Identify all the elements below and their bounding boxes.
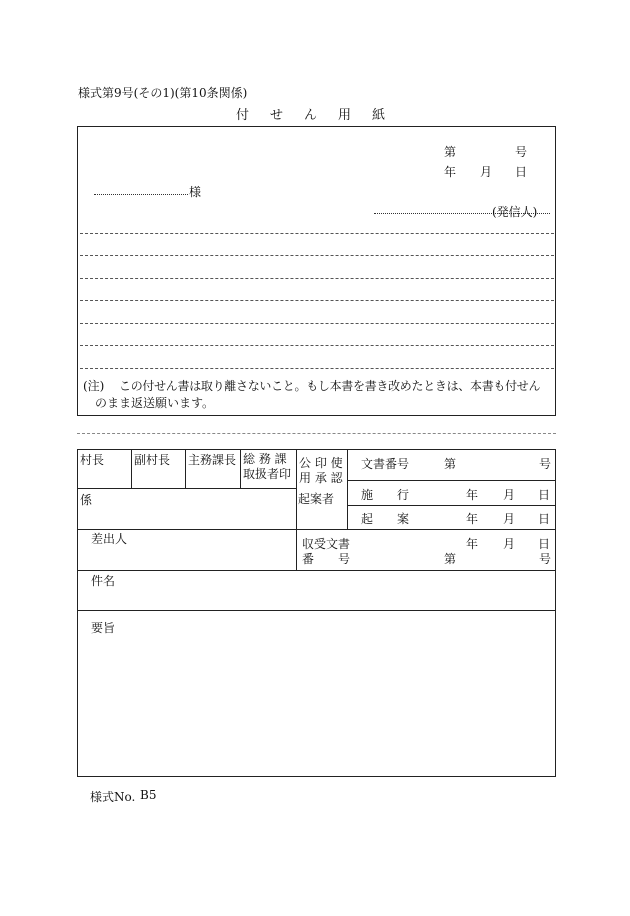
writing-line — [80, 300, 554, 301]
slip-number-suffix: 号 — [515, 145, 528, 159]
form-no-value: B5 — [140, 788, 157, 802]
received-prefix: 第 — [444, 552, 457, 566]
summary-label: 要旨 — [91, 621, 116, 635]
received-label-2: 番 号 — [302, 552, 351, 566]
form-label: 様式第9号(その1)(第10条関係) — [78, 86, 248, 100]
slip-number-prefix: 第 — [444, 145, 457, 159]
slip-date-day: 日 — [515, 165, 528, 179]
seal-approval-2: 用 承 認 — [299, 471, 343, 485]
approver-village-chief: 村長 — [80, 453, 105, 467]
enforce-year: 年 — [466, 488, 479, 502]
note-line-2: のまま返送願います。 — [95, 396, 215, 410]
draft-year: 年 — [466, 512, 479, 526]
writing-line — [80, 255, 554, 256]
writing-line — [80, 323, 554, 324]
form-no-label: 様式No. — [90, 790, 136, 804]
slip-date-year: 年 — [444, 165, 457, 179]
draft-month: 月 — [503, 512, 516, 526]
received-suffix: 号 — [539, 552, 552, 566]
clerk-label: 係 — [80, 493, 93, 507]
doc-number-suffix: 号 — [539, 457, 552, 471]
writing-line — [80, 233, 554, 234]
sender-label: (発信人) — [492, 205, 538, 219]
received-day: 日 — [538, 537, 551, 551]
approver-section-chief: 主務課長 — [188, 453, 237, 467]
slip-date-month: 月 — [480, 165, 493, 179]
addressee-suffix: 様 — [189, 185, 202, 199]
draft-label: 起 案 — [361, 512, 410, 526]
drafter-label: 起案者 — [298, 492, 335, 506]
writing-line — [80, 278, 554, 279]
cut-line — [77, 433, 556, 434]
handler-label-1: 総 務 課 — [243, 452, 287, 466]
received-month: 月 — [503, 537, 516, 551]
sender-field-label: 差出人 — [91, 532, 128, 546]
note-label: (注) — [83, 379, 105, 393]
handler-label-2: 取扱者印 — [243, 467, 292, 481]
received-year: 年 — [466, 537, 479, 551]
seal-approval-1: 公 印 使 — [299, 456, 343, 470]
writing-line — [80, 345, 554, 346]
doc-number-prefix: 第 — [444, 457, 457, 471]
enforce-day: 日 — [538, 488, 551, 502]
draft-day: 日 — [538, 512, 551, 526]
doc-number-label: 文書番号 — [361, 457, 410, 471]
writing-line — [80, 368, 554, 369]
received-label-1: 収受文書 — [302, 537, 351, 551]
addressee-line — [94, 194, 188, 195]
approver-deputy-chief: 副村長 — [134, 453, 171, 467]
enforce-month: 月 — [503, 488, 516, 502]
note-line-1: この付せん書は取り離さないこと。もし本書を書き改めたときは、本書も付せん — [119, 379, 541, 393]
page-title: 付 せ ん 用 紙 — [236, 108, 390, 123]
enforce-label: 施 行 — [361, 488, 410, 502]
subject-label: 件名 — [91, 574, 116, 588]
